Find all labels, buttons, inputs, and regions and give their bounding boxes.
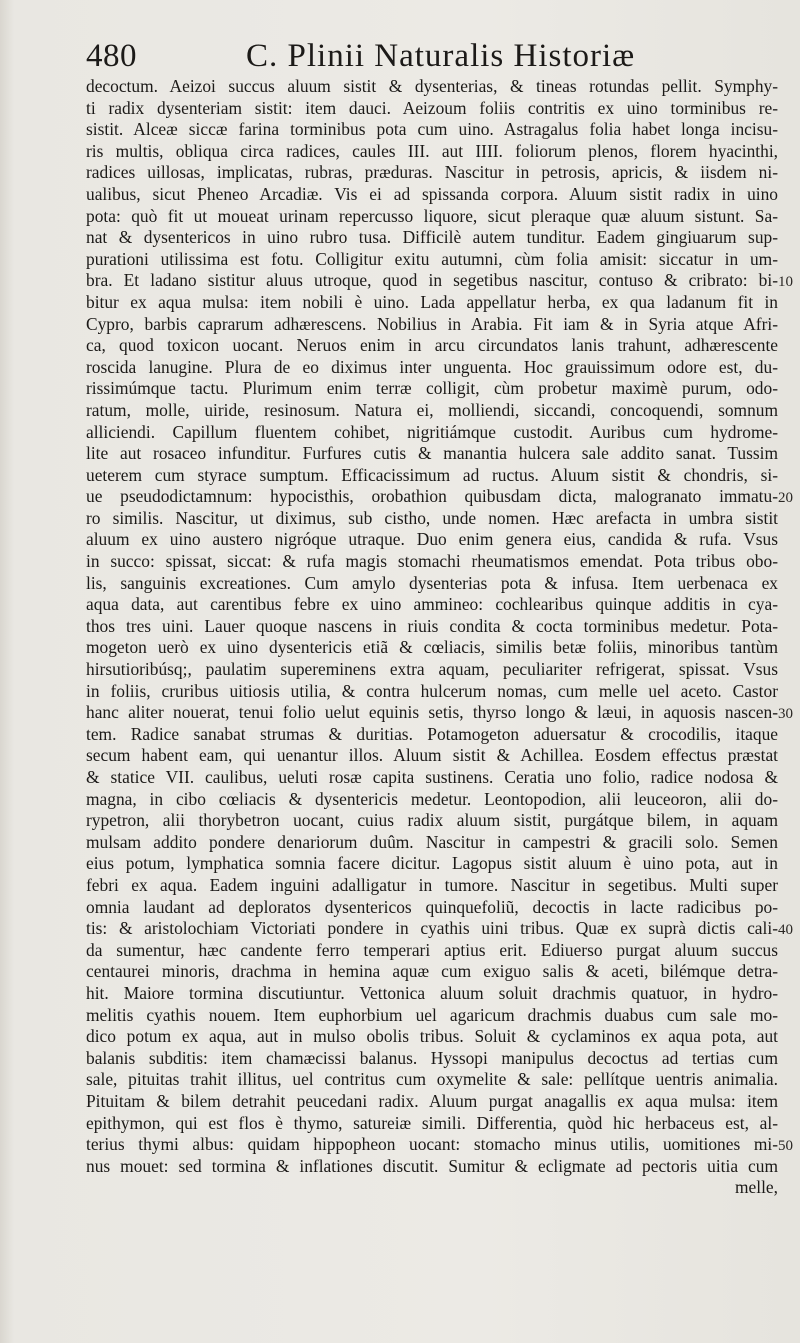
margin-line-number: 40 — [778, 922, 793, 939]
text-line: pota: quò fit ut moueat urinam repercusso liquore, sicut pleraque quæ aluum sistunt. Sa- — [86, 205, 778, 226]
text-line: radices uillosas, implicatas, rubras, præduras. Nascitur in petrosis, apricis, & iisdem ni- — [86, 162, 778, 183]
body-text — [86, 76, 778, 1199]
text-line: alliciendi. Capillum fluentem cohibet, nigritiámque custodit. Auribus cum hydrome- — [86, 421, 778, 442]
text-line: bra. Et ladano sistitur aluus utroque, quod in segetibus nascitur, contuso & cribrato: bi- — [86, 270, 778, 291]
text-line: tem. Radice sanabat strumas & duritias. Potamogeton aduersatur & crocodilis, itaque — [86, 723, 778, 744]
text-line: Cypro, barbis caprarum adhærescens. Nobilius in Arabia. Fit iam & in Syria atque Afri- — [86, 313, 778, 334]
text-line: roscida lanugine. Plura de eo diximus inter unguenta. Hoc grauissimum odore est, du- — [86, 356, 778, 377]
text-line: tis: & aristolochiam Victoriati pondere in cyathis uini tribus. Quæ ex suprà dictis cali- — [86, 918, 778, 939]
text-line: aluum ex uino austero nigróque utraque. Duo enim genera eius, candida & rufa. Vsus — [86, 529, 778, 550]
text-line: centaurei minoris, drachma in hemina aquæ cum exiguo salis & aceti, bilémque detra- — [86, 961, 778, 982]
text-line: ris multis, obliqua circa radices, caules III. aut IIII. foliorum plenos, florem hyacinthi, — [86, 140, 778, 161]
text-line: mulsam addito pondere denariorum duûm. Nascitur in campestri & gracili solo. Semen — [86, 831, 778, 852]
text-line: hit. Maiore tormina discutiuntur. Vettonica aluum soluit drachmis quatuor, in hydro- — [86, 982, 778, 1003]
text-line: nat & dysentericos in uino rubro tusa. Difficilè autem tunditur. Eadem gingiuarum sup- — [86, 227, 778, 248]
text-line: rypetron, alii thorybetron uocant, cuius radix aluum sistit, purgátque bilem, in aquam — [86, 810, 778, 831]
margin-line-number: 20 — [778, 490, 793, 507]
text-line: sistit. Alceæ siccæ farina torminibus pota cum uino. Astragalus folia habet longa incisu- — [86, 119, 778, 140]
text-line: & statice VII. caulibus, ueluti rosæ capita sustinens. Ceratia uno folio, radice nodosa & — [86, 767, 778, 787]
text-line: eius potum, lymphatica somnia facere dicitur. Lagopus sistit aluum è uino pota, aut in — [86, 853, 778, 874]
text-line: omnia laudant ad deploratos dysentericos quinquefoliũ, decoctis in lacte radicibus po- — [86, 896, 778, 917]
margin-line-number: 30 — [778, 706, 793, 723]
text-line: sale, pituitas trahit illitus, uel contritus cum oxymelite & sale: pellítque uentris animalia. — [86, 1069, 778, 1090]
text-line: in foliis, cruribus uitiosis utilia, & contra hulcerum nomas, cum melle uel aceto. Castor — [86, 680, 778, 701]
text-line: da sumentur, hæc candente ferro temperari aptius erit. Ediuerso purgat aluum succus — [86, 939, 778, 960]
text-line: melle, — [735, 1177, 778, 1198]
margin-line-number: 50 — [778, 1138, 793, 1155]
text-line: purationi utilissima est fotu. Colligitur exitu autumni, cùm folia amisit: siccatur in um- — [86, 248, 778, 269]
text-line: nus mouet: sed tormina & inflationes discutit. Sumitur & ecligmate ad pectoris uitia cum — [86, 1155, 778, 1176]
text-line: hanc aliter nouerat, tenui folio uelut equinis setis, thyrso longo & læui, in aquosis nascen- — [86, 702, 778, 723]
text-line: ca, quod toxicon uocant. Neruos enim in arcu circundatos lanis trahunt, adhærescente — [86, 335, 778, 356]
text-line: hirsutioribúsq;, paulatim supereminens extra aquam, peculiariter refrigerat, spissat. Vsus — [86, 659, 778, 680]
text-line: terius thymi albus: quidam hippopheon uocant: stomacho minus utilis, uomitiones mi- — [86, 1134, 778, 1155]
text-line: decoctum. Aeizoi succus aluum sistit & dysenterias, & tineas rotundas pellit. Symphy- — [86, 76, 778, 96]
text-line: lite aut rosaceo infunditur. Furfures cutis & manantia hulcera sale addito sanat. Tussim — [86, 443, 778, 464]
text-line: secum habent eam, qui uenantur illos. Aluum sistit & Achillea. Eosdem effectus præstat — [86, 745, 778, 766]
text-line: magna, in cibo cœliacis & dysentericis medetur. Leontopodion, alii leuceoron, alii do- — [86, 788, 778, 809]
text-line: ratum, molle, uiride, resinosum. Natura ei, molliendi, siccandi, concoquendi, somnum — [86, 399, 778, 420]
running-title: C. Plinii Naturalis Historiæ — [246, 38, 636, 74]
text-line: in succo: spissat, siccat: & rufa magis stomachi rheumatismos emendat. Pota tribus obo- — [86, 551, 778, 572]
text-line: febri ex aqua. Eadem inguini adalligatur in tumore. Nascitur in segetibus. Multi super — [86, 874, 778, 895]
text-line: ro similis. Nascitur, ut diximus, sub cistho, unde nomen. Hæc arefacta in umbra sistit — [86, 507, 778, 528]
text-line: epithymon, qui est flos è thymo, satureiæ simili. Differentia, quòd hic herbaceus est, al- — [86, 1112, 778, 1133]
margin-line-number: 10 — [778, 274, 793, 291]
text-line: balanis subditis: item chamæcissi balanus. Hyssopi manipulus decoctus ad tertias cum — [86, 1047, 778, 1068]
text-line: dico potum ex aqua, aut in mulso obolis tribus. Soluit & cyclaminos ex aqua pota, aut — [86, 1026, 778, 1047]
text-line: Pituitam & bilem detrahit peucedani radix. Aluum purgat anagallis ex aqua mulsa: item — [86, 1090, 778, 1111]
text-line: melitis cyathis nouem. Item euphorbium uel agaricum drachmis duabus cum sale mo- — [86, 1004, 778, 1025]
text-line: ualibus, sicut Pheneo Arcadiæ. Vis ei ad spissanda corpora. Aluum sistit radix in uino — [86, 183, 778, 204]
text-line: thos tres uini. Lauer quoque nascens in riuis condita & cocta torminibus medetur. Pota- — [86, 615, 778, 636]
text-line: mogeton uerò ex uino dysentericis etiã & cœliacis, similis betæ foliis, minoribus tantùm — [86, 637, 778, 658]
text-line: bitur ex aqua mulsa: item nobili è uino. Lada appellatur herba, ex qua ladanum fit in — [86, 291, 778, 312]
text-line: rissimúmque tactu. Plurimum enim terræ colligit, cùm probetur maximè purum, odo- — [86, 378, 778, 399]
text-line: ueterem cum styrace sumptum. Efficacissimum ad ructus. Aluum sistit & chondris, si- — [86, 464, 778, 485]
text-line: ti radix dysenteriam sistit: item dauci. Aeizoum foliis contritis ex uino torminibus re- — [86, 97, 778, 118]
text-line: aqua data, aut carentibus febre ex uino ammineo: cochlearibus quinque additis in cya- — [86, 594, 778, 615]
page-number: 480 — [86, 38, 137, 74]
text-line: ue pseudodictamnum: hypocisthis, orobathion quibusdam dicta, malogranato immatu- — [86, 486, 778, 507]
text-line: lis, sanguinis excreationes. Cum amylo dysenterias pota & infusa. Item uerbenaca ex — [86, 572, 778, 593]
